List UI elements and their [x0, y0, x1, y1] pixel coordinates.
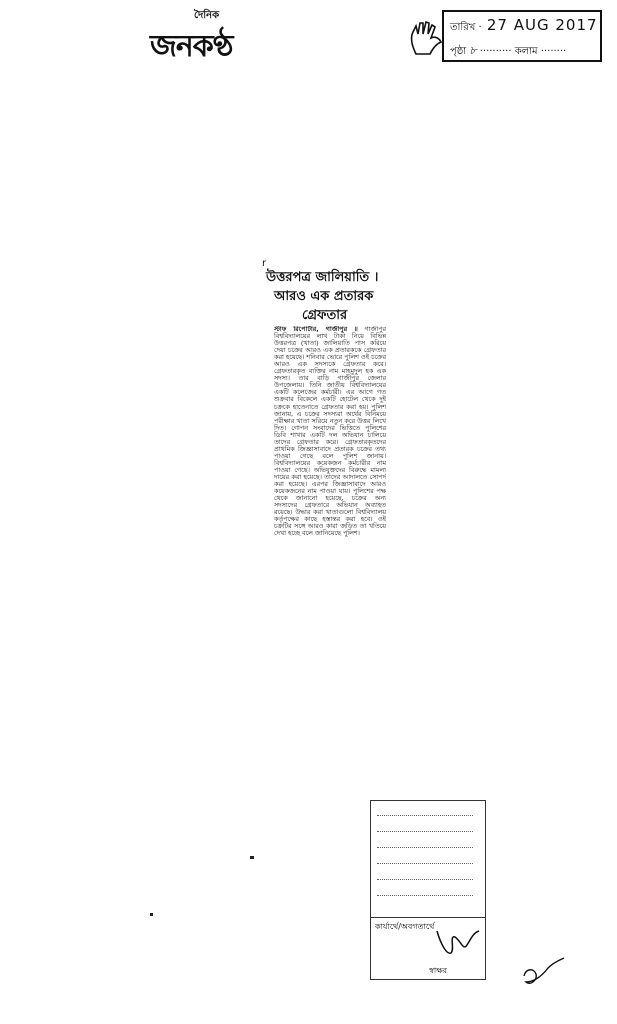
page-column-row: পৃষ্ঠা ৮ ·········· কলাম ········ [450, 44, 567, 57]
page-value: ৮ [469, 44, 477, 57]
slip-row-5 [377, 879, 473, 880]
article-body [274, 326, 386, 618]
masthead-daily-label: দৈনিক [194, 10, 220, 21]
article-headline-line-2: আরও এক প্রতারক [274, 289, 374, 304]
slip-footer-label: স্বাক্ষর [429, 966, 448, 975]
slip-row-6 [377, 895, 473, 896]
article-headline-line-3: গ্রেফতার [302, 308, 348, 323]
article-headline-line-1: উত্তরপত্র জালিয়াতি । [266, 270, 379, 285]
date-row: তারিখ · 27 AUG 2017 [450, 16, 598, 34]
newspaper-masthead [150, 8, 310, 80]
slip-row-4 [377, 863, 473, 864]
date-value: 27 AUG 2017 [486, 16, 598, 34]
stray-ink-mark [250, 856, 254, 859]
slip-action-label: কার্যার্থে/অবগতার্থে [375, 922, 435, 931]
page-label: পৃষ্ঠা [450, 46, 467, 57]
hand-stamp-icon [408, 20, 444, 58]
slip-row-2 [377, 831, 473, 832]
slip-row-1 [377, 815, 473, 816]
column-label: কলাম [514, 46, 538, 57]
filing-slip [370, 800, 486, 980]
slip-divider [371, 917, 485, 918]
article-dateline: স্টাফ রিপোর্টার, গাজীপুর ॥ [274, 326, 358, 333]
masthead-newspaper-name: জনকণ্ঠ [150, 29, 233, 64]
slip-row-3 [377, 847, 473, 848]
date-label: তারিখ [450, 22, 476, 33]
date-stamp-box [442, 10, 602, 62]
article-body-text: গাজীপুর বিশ্ববিদ্যালয়ের লাখ টাকা নিয়ে বিভিন্ন উত্তরপত্র (খাতা) জালিয়াতি পাস করিয়ে দেয়া চক্রের আরও এক প্রতারককে গ্রেফতার করা হয়েছে। শনিবার ভোরে পুলিশ ওই চক্রের আরও এক সদস্যকে গ্রেফতার করে। গ্রেফতারকৃত ব্যক্তির নাম মাহমুদুল হক এক সদস্য। তার বাড়ি গাজীপুর জেলার উপজেলায়। তিনি জাতীয় বিশ্ববিদ্যালয়ের একটি কলেজের কর্মচারী। এর আগে গত শুক্রবার বিকেলে একটি হোটেল থেকে দুই চক্রকে হাতেনাতে গ্রেফতার করা হয়। পুলিশ জানায়, এ চক্রের সদস্যরা অর্থের বিনিময়ে পরীক্ষার খাতা সরিয়ে নতুন করে উত্তর লিখে দিত। গোপন সংবাদের ভিত্তিতে পুলিশের ডিবি শাখার একটি দল অভিযান চালিয়ে তাদের গ্রেফতার করে। গ্রেফতারকৃতদের প্রাথমিক জিজ্ঞাসাবাদে প্রতারক চক্রের তথ্য পাওয়া গেছে বলে পুলিশ জানায়। বিশ্ববিদ্যালয়ের কয়েকজন কর্মচারীর নাম পাওয়া গেছে। অভিযুক্তদের বিরুদ্ধে মামলা দায়ের করা হয়েছে। তাদের আদালতে সোপর্দ করা হয়েছে। এরপর জিজ্ঞাসাবাদে আরও কয়েকজনের নাম পাওয়া যায়। পুলিশের পক্ষ থেকে জানানো হয়েছে, চক্রের অন্য সদস্যদের গ্রেফতারে অভিযান অব্যাহত রয়েছে। উদ্ধার করা খাতাগুলো বিশ্ববিদ্যালয় কর্তৃপক্ষের কাছে হস্তান্তর করা হবে। ওই চক্রটির সঙ্গে আরও কারা জড়িত তা খতিয়ে দেখা হচ্ছে বলে জানিয়েছে পুলিশ। [274, 326, 386, 538]
stray-ink-mark [150, 913, 153, 916]
handwritten-page-mark [520, 956, 566, 990]
handwritten-signature [433, 925, 481, 961]
